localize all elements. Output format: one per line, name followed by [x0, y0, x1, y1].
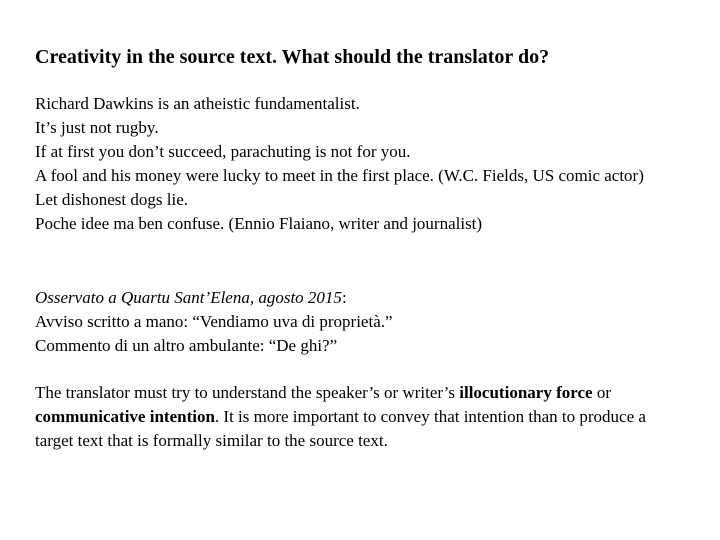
examples-block — [35, 92, 675, 236]
observed-place-date: Osservato a Quartu Sant’Elena, agosto 2015 — [35, 288, 342, 307]
example-line: Poche idee ma ben confuse. (Ennio Flaiano, writer and journalist) — [35, 214, 483, 233]
example-line: Let dishonest dogs lie. — [35, 190, 188, 209]
observed-sign: Avviso scritto a mano: “Vendiamo uva di proprietà.” — [35, 312, 393, 331]
example-line: It’s just not rugby. — [35, 118, 159, 137]
conclusion-text-3: . It is more important to convey that intention than to produce a target text that is formally similar to the source text. — [35, 407, 646, 450]
observed-place-date-line — [35, 286, 675, 310]
conclusion-text-1: The translator must try to understand the speaker’s or writer’s — [35, 383, 460, 402]
conclusion-text-2: or — [592, 383, 611, 402]
slide-title: Creativity in the source text. What should the translator do? — [35, 46, 550, 68]
observed-colon: : — [341, 288, 347, 307]
example-line: If at first you don’t succeed, parachuting is not for you. — [35, 142, 411, 161]
observed-comment: Commento di un altro ambulante: “De ghi?” — [35, 336, 338, 355]
communicative-intention-term: communicative intention — [35, 407, 215, 426]
observed-block — [35, 286, 675, 358]
example-line: A fool and his money were lucky to meet in the first place. (W.C. Fields, US comic actor) — [35, 166, 644, 185]
conclusion-paragraph — [35, 381, 685, 453]
example-line: Richard Dawkins is an atheistic fundamentalist. — [35, 94, 360, 113]
illocutionary-force-term: illocutionary force — [459, 383, 593, 402]
